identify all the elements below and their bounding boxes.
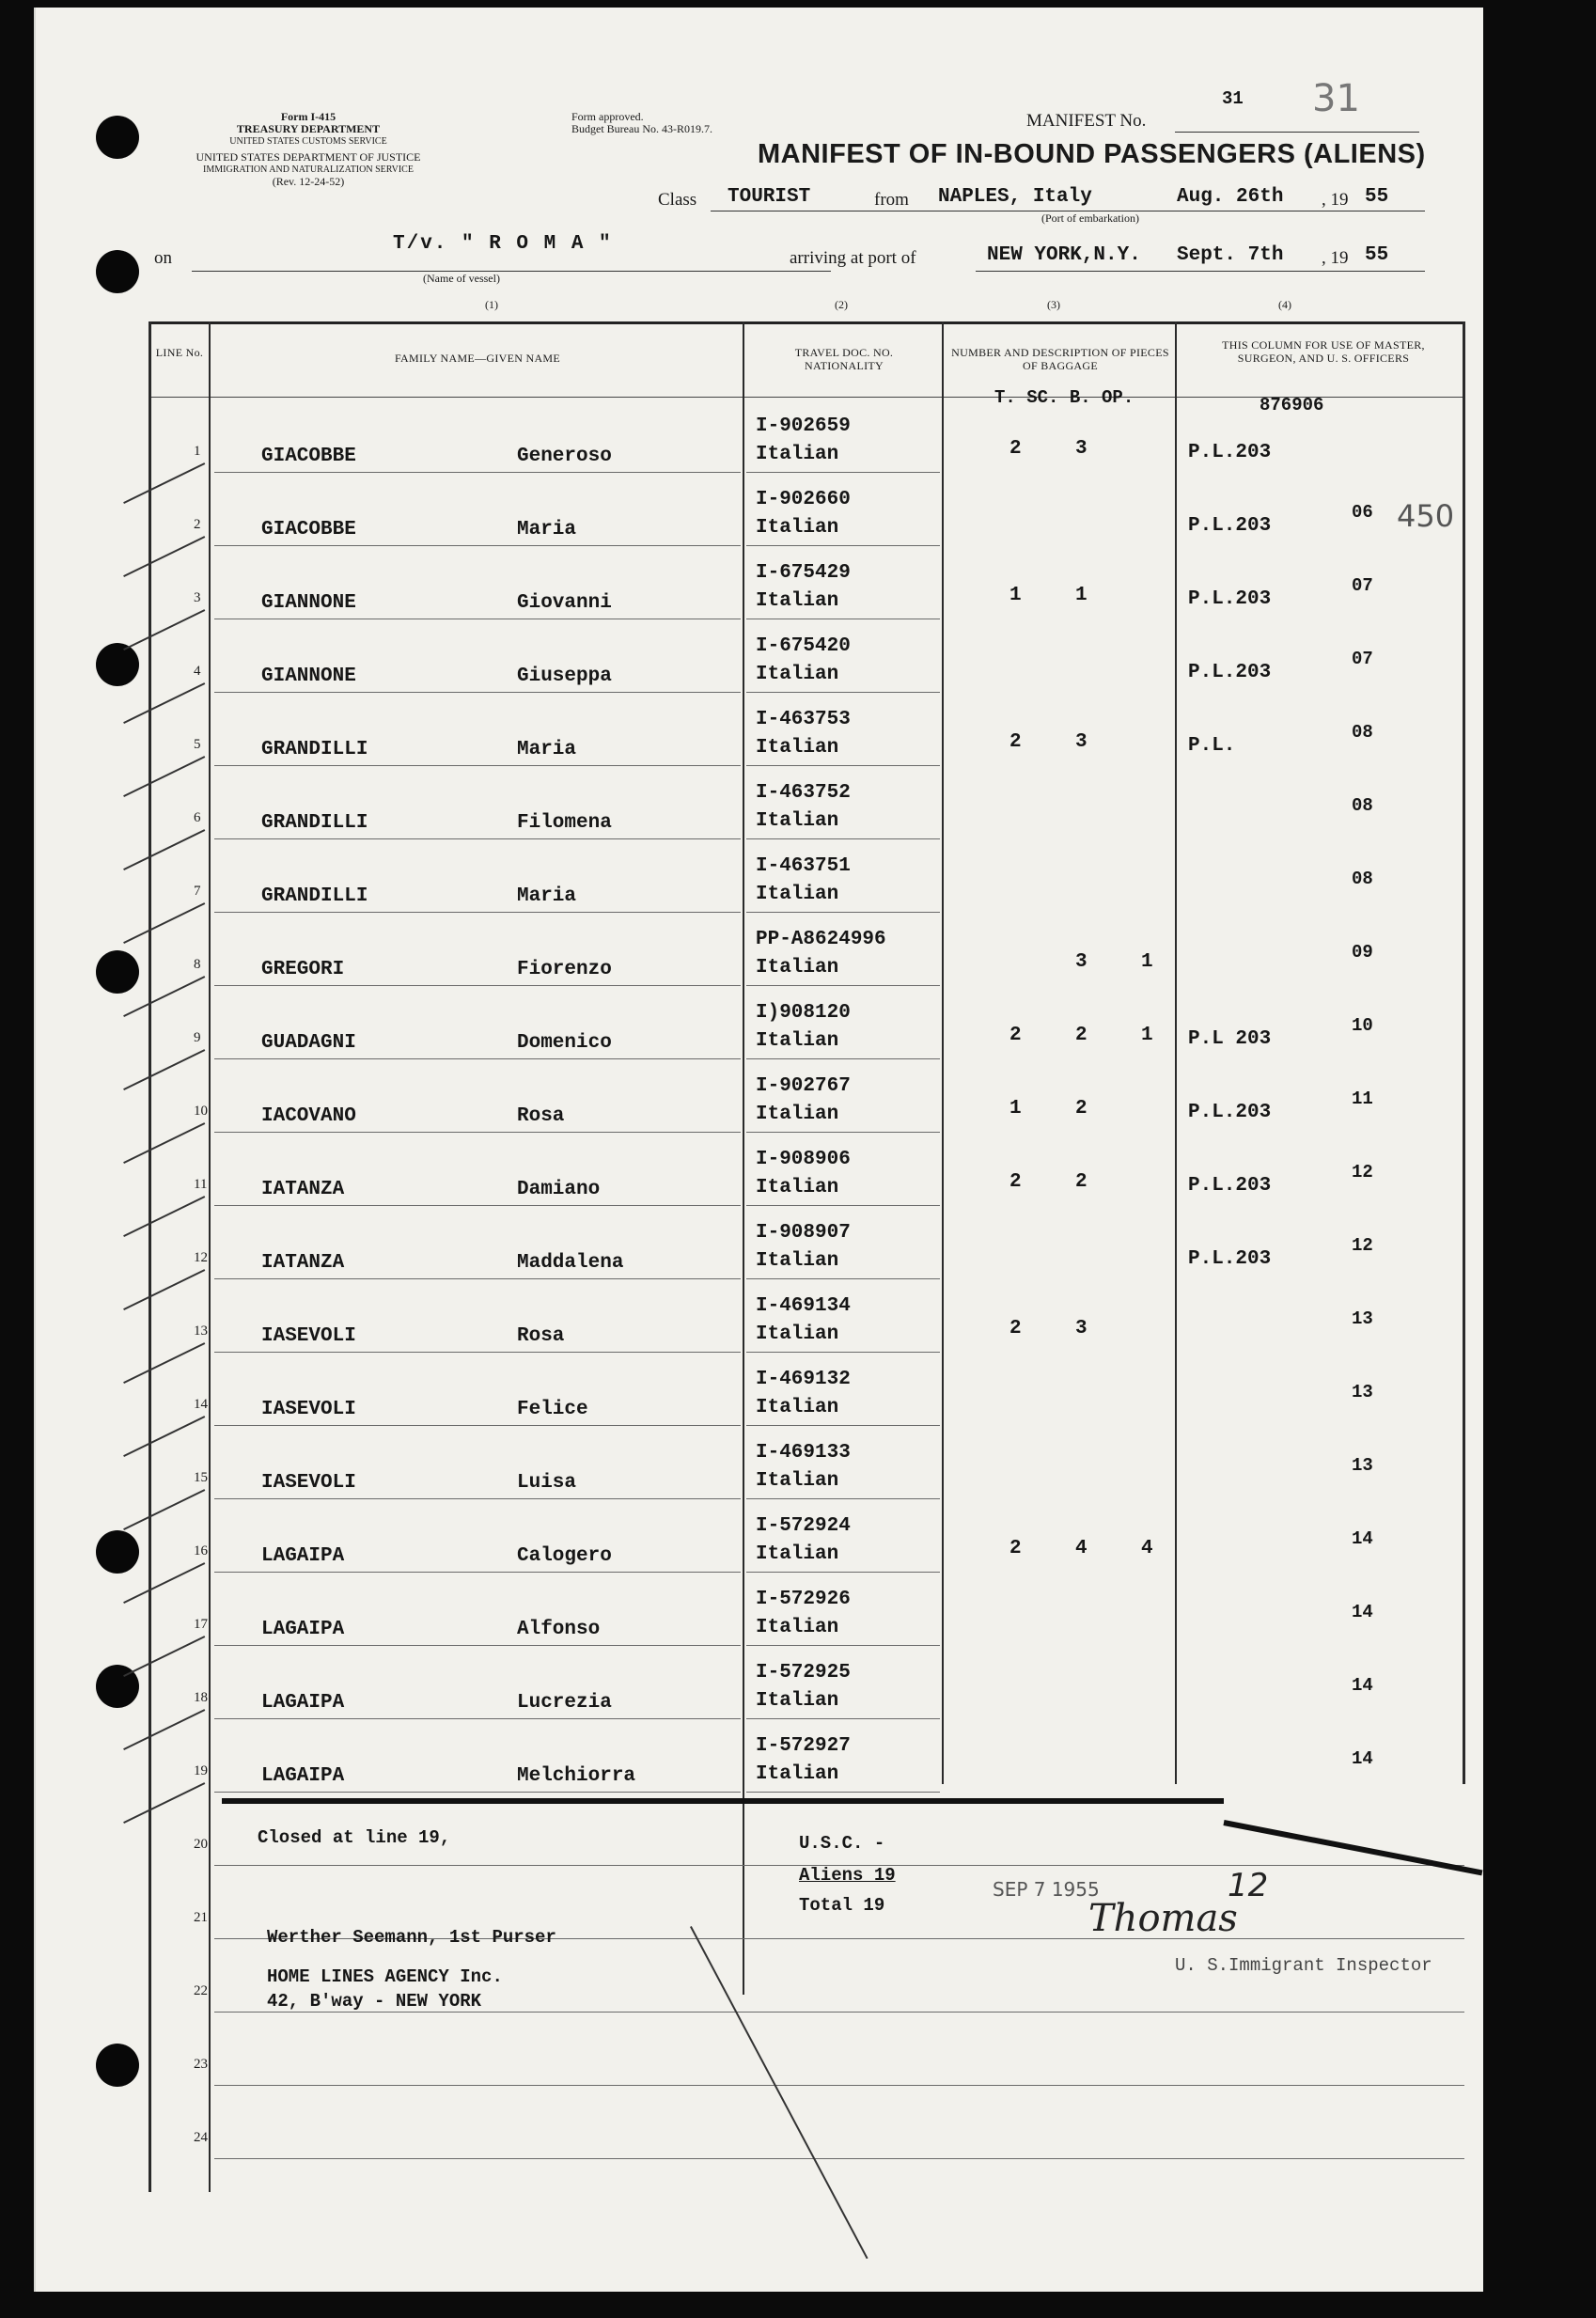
row-given-name: Melchiorra [517,1765,636,1787]
check-mark [123,1416,205,1457]
row-bag-suitcases: 3 [1075,731,1087,753]
col-num-1: (1) [485,298,498,311]
row-nationality: Italian [756,1397,839,1418]
binder-hole [96,116,139,159]
row-nationality: Italian [756,444,839,465]
row-travel-doc: I)908120 [756,1002,851,1024]
row-nationality: Italian [756,884,839,905]
row-rule [746,1645,940,1646]
row-family-name: GIANNONE [261,666,356,687]
row-bag-trunks: 2 [1009,731,1022,753]
row-bag-bags: 1 [1141,1025,1153,1046]
check-mark [123,1562,205,1604]
row-pl-code: P.L. [1188,735,1236,757]
row-given-name: Maddalena [517,1252,624,1274]
row-family-name: IASEVOLI [261,1472,356,1494]
row-rule [746,1352,940,1353]
row-pl-code: P.L 203 [1188,1028,1272,1050]
row-nationality: Italian [756,664,839,685]
row-rule [214,2012,1464,2013]
manifest-page [34,8,1483,2292]
agency-address: 42, B'way - NEW YORK [267,1991,482,2012]
class-value: TOURIST [728,186,811,208]
row-line-number: 17 [194,1617,208,1632]
check-mark [123,1489,205,1530]
row-ref-number: 06 [1352,502,1373,523]
row-given-name: Generoso [517,446,612,467]
vessel-name: T/v. " R O M A " [393,233,613,255]
row-bag-trunks: 1 [1009,1098,1022,1120]
form-number: Form I-415 [280,110,336,123]
row-rule [214,1498,741,1499]
row-travel-doc: I-902767 [756,1075,851,1097]
purser-name: Werther Seemann, 1st Purser [267,1927,556,1948]
row-nationality: Italian [756,1763,839,1785]
row-travel-doc: I-463753 [756,709,851,730]
baggage-subheader: T. SC. B. OP. [994,387,1134,408]
row-rule [746,1205,940,1206]
row-family-name: LAGAIPA [261,1765,345,1787]
vessel-caption: (Name of vessel) [423,272,500,285]
row-rule [746,838,940,839]
row-nationality: Italian [756,957,839,979]
row-rule [214,1572,741,1573]
row-bag-suitcases: 3 [1075,951,1087,973]
row-rule [214,985,741,986]
row-pl-code: P.L.203 [1188,1248,1272,1270]
arrival-stamp: SEP 7 1955 [993,1878,1100,1901]
budget-bureau: Budget Bureau No. 43-R019.7. [571,122,712,135]
row-bag-trunks: 2 [1009,1538,1022,1559]
arrival-year: 55 [1365,244,1389,266]
row-bag-trunks: 2 [1009,1318,1022,1339]
total-count: Total 19 [799,1895,885,1916]
row-rule [214,1205,741,1206]
row-line-number: 4 [194,664,201,679]
form-approved: Form approved. [571,110,644,123]
row-nationality: Italian [756,1690,839,1712]
row-line-number: 11 [194,1177,208,1192]
row-nationality: Italian [756,1030,839,1052]
row-rule [214,545,741,546]
row-travel-doc: I-675420 [756,635,851,657]
row-family-name: LAGAIPA [261,1545,345,1567]
row-travel-doc: I-469132 [756,1369,851,1390]
row-nationality: Italian [756,1250,839,1272]
row-line-number: 16 [194,1543,208,1558]
row-ref-number: 13 [1352,1308,1373,1329]
row-ref-number: 09 [1352,942,1373,963]
from-label: from [874,190,909,210]
approval-block [571,111,712,135]
check-mark [123,462,205,504]
row-line-number: 1 [194,444,201,459]
inspector-signature: Thomas [1088,1897,1238,1940]
row-line-number: 6 [194,810,201,825]
row-line-number: 3 [194,590,201,605]
row-pl-code: P.L.203 [1188,1175,1272,1197]
embark-year: 55 [1365,186,1389,208]
row-pl-code: P.L.203 [1188,588,1272,610]
row-ref-number: 08 [1352,869,1373,889]
row-given-name: Giovanni [517,592,612,614]
row-line-number: 19 [194,1763,208,1778]
class-label: Class [658,190,697,210]
row-ref-number: 14 [1352,1675,1373,1696]
row-bag-suitcases: 2 [1075,1171,1087,1193]
row-family-name: IATANZA [261,1252,345,1274]
form-agency-block [177,111,440,188]
row-given-name: Felice [517,1399,588,1420]
arrival-date: Sept. 7th [1177,244,1284,266]
row-line-number: 24 [194,2130,208,2145]
check-mark [123,1636,205,1677]
justice-label: UNITED STATES DEPARTMENT OF JUSTICE [196,150,421,164]
row-travel-doc: I-572924 [756,1515,851,1537]
row-family-name: GIACOBBE [261,446,356,467]
arriving-label: arriving at port of [790,248,916,268]
row-line-number: 5 [194,737,201,752]
row-family-name: GUADAGNI [261,1032,356,1054]
row-rule [214,1278,741,1279]
row-given-name: Luisa [517,1472,577,1494]
embark-caption: (Port of embarkation) [1041,211,1139,225]
row-pl-code: P.L.203 [1188,515,1272,537]
row-family-name: GREGORI [261,959,345,980]
row-bag-trunks: 2 [1009,1171,1022,1193]
row-travel-doc: I-908907 [756,1222,851,1244]
check-mark [123,682,205,724]
embark-port: NAPLES, Italy [938,186,1092,208]
row-bag-suitcases: 3 [1075,1318,1087,1339]
row-rule [746,765,940,766]
row-family-name: GIACOBBE [261,519,356,540]
row-bag-suitcases: 4 [1075,1538,1087,1559]
row-travel-doc: I-572926 [756,1589,851,1610]
row-travel-doc: I-675429 [756,562,851,584]
row-rule [746,1498,940,1499]
row-ref-number: 14 [1352,1602,1373,1622]
row-rule [214,1645,741,1646]
row-family-name: IASEVOLI [261,1325,356,1347]
binder-hole [96,643,139,686]
row-rule [746,472,940,473]
row-rule [214,838,741,839]
row-given-name: Maria [517,739,577,760]
row-nationality: Italian [756,1470,839,1492]
row-line-number: 7 [194,884,201,899]
row-rule [746,985,940,986]
row-given-name: Giuseppa [517,666,612,687]
row-ref-number: 10 [1352,1015,1373,1036]
row-travel-doc: I-908906 [756,1149,851,1170]
row-ref-number: 08 [1352,795,1373,816]
check-mark [123,1196,205,1237]
manifest-number: 31 [1222,88,1244,109]
row-ref-number: 07 [1352,649,1373,669]
row-travel-doc: I-463752 [756,782,851,804]
row-family-name: LAGAIPA [261,1692,345,1714]
row-nationality: Italian [756,1104,839,1125]
row-travel-doc: I-469133 [756,1442,851,1464]
row-rule [214,912,741,913]
manifest-title: MANIFEST OF IN-BOUND PASSENGERS (ALIENS) [758,139,1426,169]
inspector-title: U. S.Immigrant Inspector [1175,1955,1432,1976]
revision-label: (Rev. 12-24-52) [272,175,345,188]
handwritten-note: 12 [1228,1867,1269,1904]
check-mark [123,1782,205,1824]
row-bag-suitcases: 1 [1075,585,1087,606]
closed-at-line: Closed at line 19, [258,1827,451,1848]
row-rule [746,912,940,913]
row-family-name: IASEVOLI [261,1399,356,1420]
row-given-name: Fiorenzo [517,959,612,980]
treasury-label: TREASURY DEPARTMENT [236,122,381,135]
row-travel-doc: I-463751 [756,855,851,877]
column-header-line: LINE No. [155,346,204,359]
row-bag-trunks: 2 [1009,1025,1022,1046]
row-rule [214,692,741,693]
row-bag-suitcases: 3 [1075,438,1087,460]
row-line-number: 15 [194,1470,208,1485]
row-family-name: GRANDILLI [261,885,368,907]
row-bag-suitcases: 2 [1075,1098,1087,1120]
row-rule [214,1718,741,1719]
aliens-count: Aliens 19 [799,1865,896,1886]
row-ref-number: 14 [1352,1748,1373,1769]
row-line-number: 8 [194,957,201,972]
row-family-name: IATANZA [261,1179,345,1200]
row-rule [214,1792,741,1793]
row-nationality: Italian [756,1543,839,1565]
row-rule [214,1058,741,1059]
row-pl-code: P.L.203 [1188,662,1272,683]
col-num-4: (4) [1278,298,1291,311]
row-rule [746,545,940,546]
row-ref-number: 11 [1352,1089,1373,1109]
row-ref-number: 08 [1352,722,1373,743]
row-rule [214,1132,741,1133]
row-line-number: 10 [194,1104,208,1119]
column-header-officers: THIS COLUMN FOR USE OF MASTER, SURGEON, AND U. S. OFFICERS [1222,338,1425,365]
row-rule [746,1058,940,1059]
row-bag-trunks: 2 [1009,438,1022,460]
binder-hole [96,2044,139,2087]
row-line-number: 23 [194,2057,208,2072]
immigration-label: IMMIGRATION AND NATURALIZATION SERVICE [203,164,414,175]
row-rule [746,1425,940,1426]
check-mark [123,1122,205,1164]
embark-date: Aug. 26th [1177,186,1284,208]
row-line-number: 18 [194,1690,208,1705]
row-bag-bags: 4 [1141,1538,1153,1559]
row-given-name: Rosa [517,1105,565,1127]
binder-hole [96,1530,139,1574]
manifest-number-handwritten: 31 [1312,77,1360,120]
row-rule [746,1572,940,1573]
check-mark [123,756,205,797]
row-given-name: Domenico [517,1032,612,1054]
row-family-name: GRANDILLI [261,739,368,760]
check-mark [123,1709,205,1750]
row-travel-doc: I-572925 [756,1662,851,1684]
row-given-name: Filomena [517,812,612,834]
row-family-name: GRANDILLI [261,812,368,834]
check-mark [123,609,205,650]
row-nationality: Italian [756,1617,839,1638]
row-family-name: GIANNONE [261,592,356,614]
col-num-3: (3) [1047,298,1060,311]
row-line-number: 20 [194,1837,208,1852]
column-header-doc: TRAVEL DOC. NO. NATIONALITY [794,346,894,372]
row-rule [746,1132,940,1133]
check-mark [123,902,205,944]
row-nationality: Italian [756,1323,839,1345]
row-line-number: 21 [194,1910,208,1925]
row-nationality: Italian [756,737,839,759]
row-line-number: 22 [194,1983,208,1998]
column-header-baggage: NUMBER AND DESCRIPTION OF PIECES OF BAGGAGE [951,346,1169,372]
row-given-name: Damiano [517,1179,601,1200]
arrival-port: NEW YORK,N.Y. [987,244,1141,266]
column-header-name: FAMILY NAME—GIVEN NAME [394,352,561,365]
row-bag-trunks: 1 [1009,585,1022,606]
row-line-number: 13 [194,1323,208,1339]
row-rule [746,1278,940,1279]
binder-hole [96,950,139,994]
row-nationality: Italian [756,810,839,832]
row-line-number: 12 [194,1250,208,1265]
row-rule [746,1792,940,1793]
row-given-name: Lucrezia [517,1692,612,1714]
row-ref-number: 13 [1352,1382,1373,1402]
check-mark [123,1269,205,1310]
row-bag-suitcases: 2 [1075,1025,1087,1046]
row-line-number: 2 [194,517,201,532]
row-ref-number: 12 [1352,1235,1373,1256]
row-bag-bags: 1 [1141,951,1153,973]
row-nationality: Italian [756,1177,839,1198]
row-family-name: IACOVANO [261,1105,356,1127]
row-travel-doc: I-572927 [756,1735,851,1757]
row-pl-code: P.L.203 [1188,1102,1272,1123]
closing-line [222,1798,1224,1804]
customs-label: UNITED STATES CUSTOMS SERVICE [229,136,387,147]
row-ref-number: 12 [1352,1162,1373,1182]
agency-name: HOME LINES AGENCY Inc. [267,1966,503,1987]
row-rule [214,1425,741,1426]
row-rule [214,765,741,766]
row-ref-number: 07 [1352,575,1373,596]
arrival-year-prefix: , 19 [1322,248,1349,268]
row-given-name: Alfonso [517,1619,601,1640]
check-mark [123,1049,205,1090]
row-rule [746,1718,940,1719]
on-label: on [154,248,172,268]
row-rule [214,472,741,473]
row-given-name: Maria [517,519,577,540]
pen-stroke [690,1926,868,2259]
row-nationality: Italian [756,517,839,539]
check-mark [123,536,205,577]
margin-note: 450 [1397,498,1455,534]
row-given-name: Maria [517,885,577,907]
row-pl-code: P.L.203 [1188,442,1272,463]
row-ref-number: 13 [1352,1455,1373,1476]
row-travel-doc: I-469134 [756,1295,851,1317]
check-mark [123,1342,205,1384]
row-rule [746,692,940,693]
col-num-2: (2) [835,298,848,311]
row-rule [214,2158,1464,2159]
row-rule [214,1352,741,1353]
manifest-number-label: MANIFEST No. [1026,111,1147,131]
row-ref-number: 14 [1352,1528,1373,1549]
row-line-number: 9 [194,1030,201,1045]
row-travel-doc: PP-A8624996 [756,929,886,950]
usc-label: U.S.C. - [799,1833,885,1854]
officer-head-number: 876906 [1260,395,1324,415]
row-given-name: Rosa [517,1325,565,1347]
row-travel-doc: I-902660 [756,489,851,510]
embark-year-prefix: , 19 [1322,190,1349,210]
row-nationality: Italian [756,590,839,612]
check-mark [123,829,205,870]
row-travel-doc: I-902659 [756,415,851,437]
binder-hole [96,250,139,293]
row-family-name: LAGAIPA [261,1619,345,1640]
row-rule [214,2085,1464,2086]
row-line-number: 14 [194,1397,208,1412]
row-given-name: Calogero [517,1545,612,1567]
